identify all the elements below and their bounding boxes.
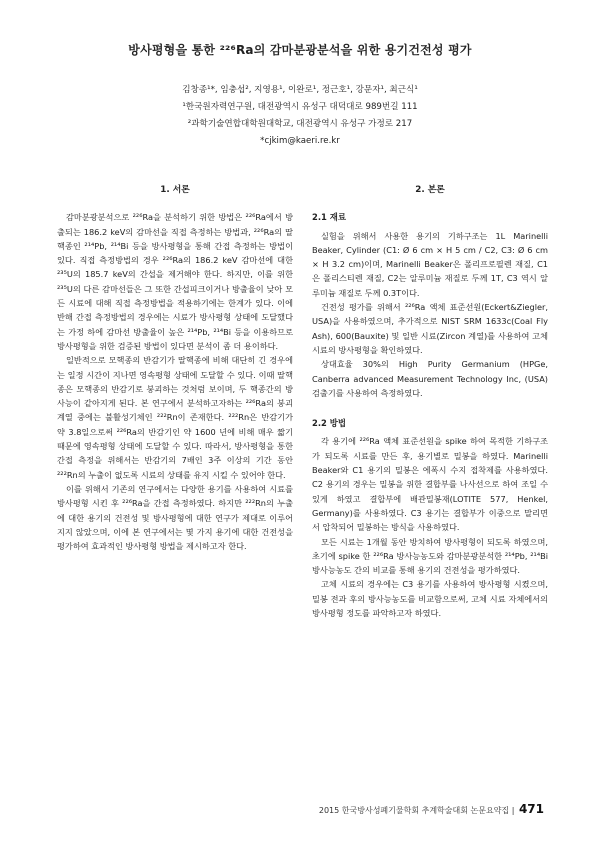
- materials-paragraph-3: 상대효율 30%의 High Purity Germanium (HPGe, Canberra advanced Measurement Technology Inc, (USA) 검출기를 사용하여 측정하였다.: [312, 359, 548, 398]
- corresponding-email: *cjkim@kaeri.re.kr: [260, 136, 340, 146]
- paper-title: 방사평형을 통한 ²²⁶Ra의 감마분광분석을 위한 용기건전성 평가: [128, 43, 472, 57]
- footer-proceedings: 2015 한국방사성폐기물학회 추계학술대회 논문요약집 |: [318, 806, 515, 815]
- page-footer: [319, 802, 544, 816]
- methods-paragraph-1: 각 용기에 ²²⁶Ra 액체 표준선원을 spike 하여 목적한 기하구조가 되도록 시료를 만든 후, 용기별로 밀봉을 하였다. Marinelli Beaker와 C1 용기의 밀봉은 에폭시 수지 접착제를 사용하였다. C2 용기의 경우는 밀봉을 위한 결합부를 나사선으로 하여 조일 수 있게 하였고 결합부에 배관밀봉재(LOTITE 577, Henkel, Germany)를 사용하였다. C3 용기는 결합부가 이중으로 말리면서 압착되어 밀봉하는 방식을 사용하였다.: [312, 436, 548, 533]
- left-column: [57, 183, 293, 553]
- spacer: [312, 400, 548, 414]
- methods-paragraph-2: 모든 시료는 1개월 동안 방치하여 방사평형이 되도록 하였으며, 초기에 spike 한 ²²⁶Ra 방사능농도와 감마분광분석한 ²¹⁴Pb, ²¹⁴Bi 방사능농도 간의 비교를 통해 용기의 건전성을 평가하였다.: [312, 536, 548, 576]
- right-column: [312, 183, 548, 620]
- section-heading-body: 2. 본론: [415, 185, 445, 195]
- section-heading-intro: 1. 서론: [160, 185, 190, 195]
- materials-paragraph-1: 실험을 위해서 사용한 용기의 기하구조는 1L Marinelli Beaker, Cylinder (C1: Ø 6 cm × H 5 cm / C2, C3: Ø 6 cm × H 3.2 cm)이며, Marinelli Beaker은 폴리프로필렌 재질, C1은 폴리스티렌 재질, C2는 알루미늄 재질로 두께 1T, C3 역시 알루미늄 재질로 두께 0.3T이다.: [312, 230, 548, 298]
- subsection-materials: 2.1 재료: [312, 212, 346, 223]
- materials-paragraph-2: 건전성 평가를 위해서 ²²⁶Ra 액체 표준선원(Eckert&Ziegler, USA)을 사용하였으며, 추가적으로 NIST SRM 1633c(Coal Fly Ash), 600(Bauxite) 및 일반 시료(Zircon 계열)를 사용하여 고체 시료의 방사평형을 확인하였다.: [312, 302, 548, 355]
- affiliation-2: ²과학기술연합대학원대학교, 대전광역시 유성구 가정로 217: [187, 119, 413, 129]
- methods-paragraph-3: 고체 시료의 경우에는 C3 용기를 사용하여 방사평형 시켰으며, 밀봉 전과 후의 방사능농도를 비교함으로써, 고체 시료 자체에서의 방사평형 정도를 파악하고자 하였다.: [312, 579, 548, 619]
- intro-paragraph-1: 감마분광분석으로 ²²⁶Ra을 분석하기 위한 방법은 ²²⁶Ra에서 방출되는 186.2 keV의 감마선을 직접 측정하는 방법과, ²²⁶Ra의 딸핵종인 ²¹⁴Pb, ²¹⁴Bi 등을 방사평형을 통해 간접 측정하는 방법이 있다. 직접 측정방법의 경우 ²²⁶Ra의 186.2 keV 감마선에 대한 ²³⁵U의 185.7 keV의 간섭을 제거해야 한다. 하지만, 이를 위한 ²³⁵U의 다른 감마선들은 그 또한 간섭피크이거나 방출율이 낮아 모든 시료에 대해 직접 측정방법을 적용하기에는 한계가 있다. 이에 반해 간접 측정방법의 경우에는 시료가 방사평형 상태에 도달했다는 가정 하에 감마선 방출율이 높은 ²¹⁴Pb, ²¹⁴Bi 등을 이용하므로 방사평형을 위한 검증된 방법이 있다면 분석이 좀 더 용이하다.: [57, 212, 293, 351]
- intro-paragraph-2: 일반적으로 모핵종의 반감기가 딸핵종에 비해 대단히 긴 경우에는 일정 시간이 지나면 영속평형 상태에 도달할 수 있다. 이때 딸핵종은 모핵종의 반감기로 붕괴하는 것처럼 보이며, 두 핵종간의 방사능이 같아지게 된다. 본 연구에서 분석하고자하는 ²²⁶Ra의 붕괴계열 중에는 불활성기체인 ²²²Rn이 존재한다. ²²²Rn은 반감기가 약 3.8일으로써 ²²⁶Ra의 반감기인 약 1600 년에 비해 매우 짧기 때문에 영속평형 상태에 도달할 수 있다. 따라서, 방사평형을 통한 간접 측정을 위해서는 반감기의 7배인 3주 이상의 기간 동안 ²²²Rn의 누출이 없도록 시료의 상태를 유지 시킬 수 있어야 한다.: [57, 355, 293, 480]
- author-block: [0, 82, 600, 150]
- page-number: 471: [518, 802, 544, 816]
- affiliation-1: ¹한국원자력연구원, 대전광역시 유성구 대덕대로 989번길 111: [182, 102, 418, 112]
- author-list: 김창종¹*, 임충섭², 지영용¹, 이완로¹, 정근호¹, 강문자¹, 최근식¹: [182, 85, 418, 95]
- subsection-methods: 2.2 방법: [312, 418, 346, 429]
- intro-paragraph-3: 이를 위해서 기존의 연구에서는 다양한 용기를 사용하여 시료를 방사평형 시킨 후 ²²⁶Ra을 간접 측정하였다. 하지만 ²²²Rn의 누출에 대한 용기의 건전성 및 방사평형에 대한 연구가 제대로 이루어지지 않았으며, 이에 본 연구에서는 몇 가지 용기에 대한 건전성을 평가하여 효과적인 방사평형 방법을 제시하고자 한다.: [57, 483, 293, 552]
